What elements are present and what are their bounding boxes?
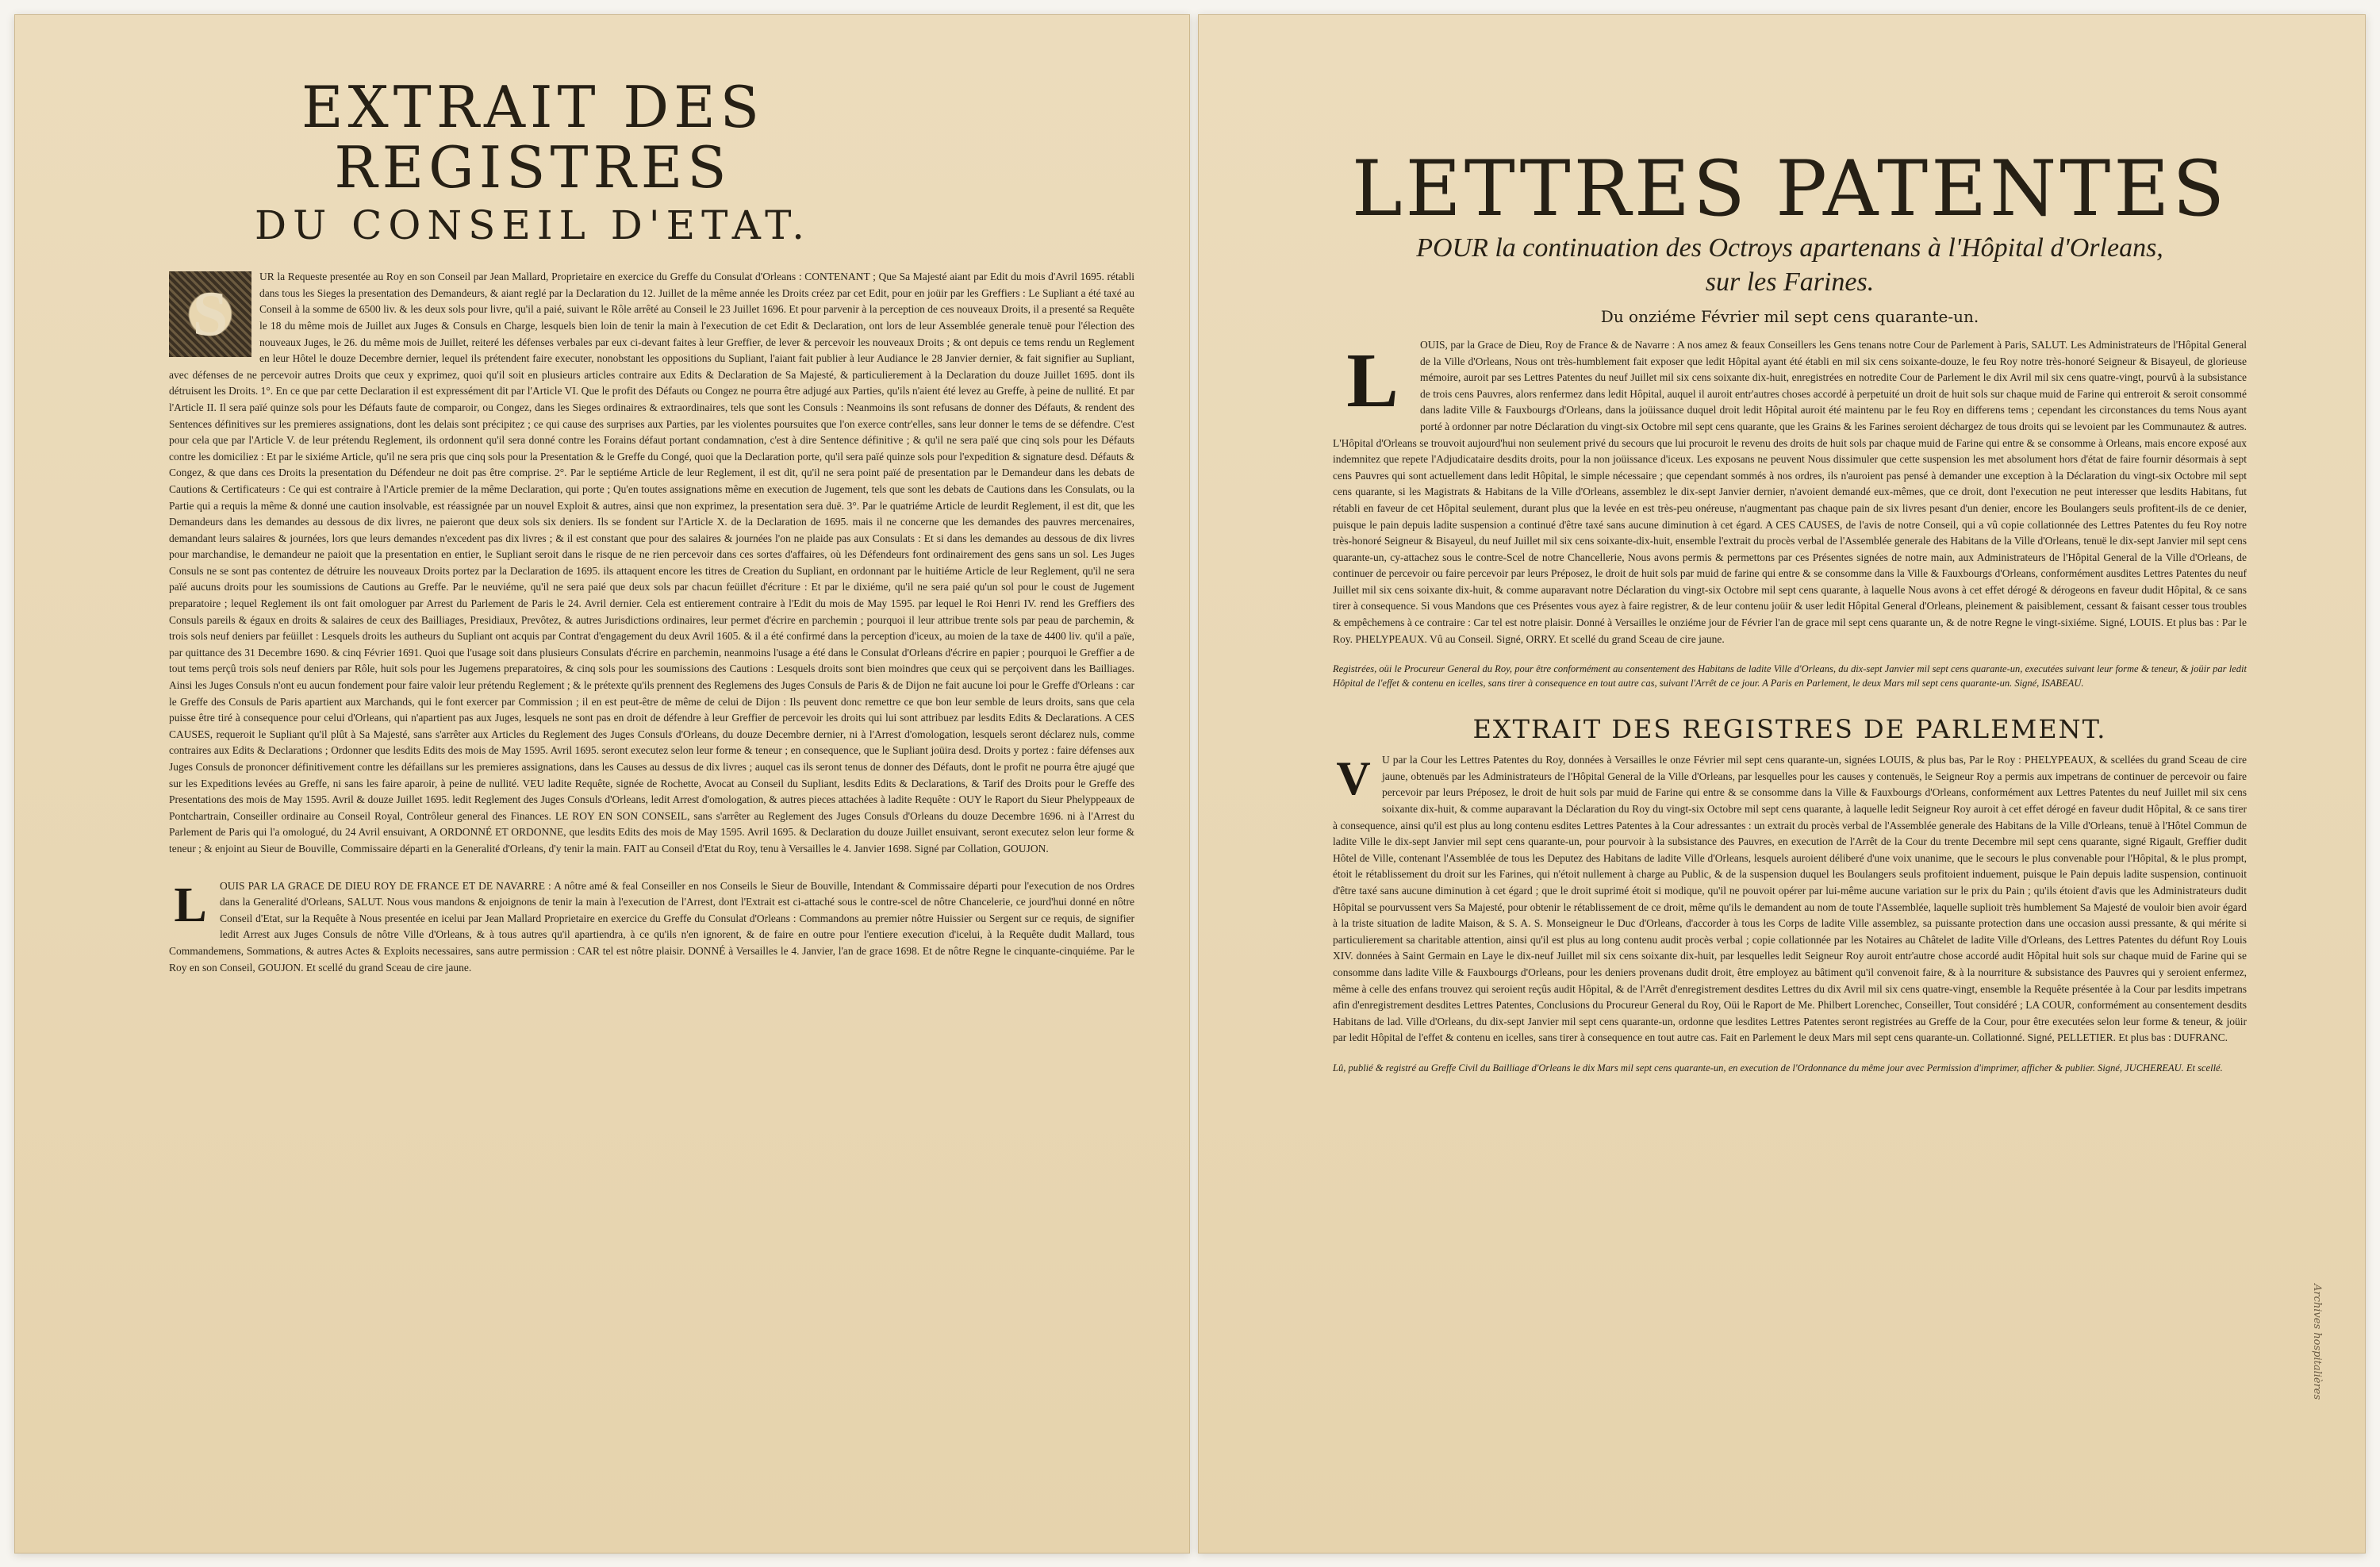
right-body-block: [1333, 337, 2247, 647]
parlement-body-block: [1333, 752, 2247, 1047]
left-body-block: [169, 269, 1134, 857]
initial-v: V: [1336, 752, 1371, 805]
right-subtitle-line2: sur les Farines.: [1705, 267, 1875, 297]
left-document-page: [14, 14, 1190, 1554]
left-letter-block: [169, 878, 1134, 977]
left-body-text: UR la Requeste presentée au Roy en son Conseil par Jean Mallard, Proprietaire en exercice du Greffe du Consulat d'Orleans : CONTENANT ; Que Sa Majesté aiant par Edit du mois d'Avril 1695. rétabli dans tous les Sieges la presentation des Demandeurs, & aiant reglé par la Declaration du 12. Juillet de la même année les Droits créez par cet Edit, pour en joüir par les Greffiers : Le Supliant a été taxé au Conseil à la somme de 6500 liv. & les deux sols pour livre, qu'il a paié, suivant le Rôle arrêté au Conseil le 23 Juillet 1696. Et pour parvenir à la perception de ces nouveaux Droits, il a presenté sa Requête le 18 du même mois de Juillet aux Juges & Consuls en Charge, lesquels bien loin de tenir la main à l'execution de cet Edit & Declaration, ont lors de leur Assemblée generale tenuë pour l'élection des nouveaux Juges, le 26. du même mois de Juillet, reiteré les défenses verbales par eux ci-devant faites à leur Greffier, de lever & percevoir les nouveaux Droits ; & ont depuis ce tems rendu un Reglement en leur Hôtel le douze Decembre dernier, lequel ils prétendent faire executer, nonobstant les oppositions du Supliant, l'aiant fait publier à leur Audiance le 28 Janvier dernier, & fait signifier au Supliant, avec défenses de ne percevoir autres Droits que ceux y exprimez, quoi qu'il soit en plusieurs articles contraire aux Edits & Declaration de Sa Majesté, & particulierement à la Declaration du douze Juillet 1695. dont ils détruisent les Droits. 1°. En ce que par cette Declaration il est expressément dit par l'Article VI. Que le profit des Défauts ou Congez ne pourra être adjugé aux Parties, qu'ils n'aient été levez au Greffe, à peine de nullité. Et par l'Article II. Il sera païé quinze sols pour les Défauts faute de comparoir, ou Congez, dans les Sieges ordinaires & extraordinaires, tels que sont les Consuls : Neanmoins ils sont refusans de donner des Défauts, & rendent des Sentences définitives sur les premieres assignations, dont les delais sont précipitez ; ce qui cause des surprises aux Parties, par les violentes poursuites que l'on exerce contr'elles, sans leur donner le tems de se défendre. C'est pour cela que par l'Article V. de leur prétendu Reglement, ils ordonnent qu'il sera donné contre les Forains défaut portant condamnation, c'est à dire Sentence définitive ; & qu'il ne sera païé que cinq sols pour les Défauts contre les domiciliez : Et par le sixiéme Article, qu'il ne sera pris que cinq sols pour la Presentation & le Greffe du Congé, quoi que la Declaration porte, qu'il sera païé quinze sols pour l'expedition & signature desd. Défauts & Congez, & que dans ces Droits la presentation du Défendeur ne doit pas être comprise. 2°. Par le septiéme Article de leur Reglement, il est dit, qu'il ne sera point païé de presentation par le Demandeur dans les debats de Cautions & Certificateurs : Ce qui est contraire à l'Article premier de la même Declaration, qui porte ; Qu'en toutes assignations même en execution de Jugement, tels que sont les debats de Cautions dans les Consulats, ou la Partie qui a requis la même & donné une caution insolvable, est réassignée par un nouvel Exploit & autres, ainsi que non exprimez, la presentation sera duë. 3°. Par le quatriéme Article de leurdit Reglement, il est dit, que les Demandeurs dans les demandes au dessous de dix livres, ne paieront que deux sols six deniers. Ils se fondent sur l'Article X. de la Declaration de 1695. mais il ne concerne que les demandes des pauvres mercenaires, demandant leurs salaires & journées, lors que leurs demandes n'excedent pas dix livres ; & il est constant que pour des salaires & journées l'on ne plaide pas aux Consulats : Et si dans les demandes au dessous de dix livres pour marchandise, le demandeur ne paioit que la presentation en entier, le Supliant seroit dans le risque de ne rien percevoir dans ces sortes d'affaires, où les Défendeurs font ordinairement des gens sans un sol. Les Juges Consuls ne se sont pas contentez de détruire les nouveaux Droits portez par la Declaration de 1695. ils attaquent encore les titres de Creation du Supliant, en ordonnant par le huitiéme Article de leur Reglement, qu'il ne sera païé aucuns droits pour les soumissions de Cautions au Greffe. Par le neuviéme, qu'il ne sera paié que deux sols par chacun feüillet d'écriture : Et par le dixiéme, qu'il ne sera paié qu'un sol pour le coust de Jugement preparatoire ; lequel Reglement ils ont fait omologuer par Arrest du Parlement de Paris le 24. Avril dernier. Cela est entierement contraire à l'Edit du mois de May 1595. par lequel le Roi Henri IV. rend les Greffiers des Consuls pareils & égaux en droits & salaires de ceux des Bailliages, Presidiaux, Prevôtez, & autres Jurisdictions ordinaires, leur permet d'écrire en parchemin ; pourquoi il leur attribue trente sols par peau de parchemin, & trois sols neuf deniers par feüillet : Lesquels droits les autheurs du Supliant ont acquis par Contrat d'engagement du deux Avril 1605. & il a été confirmé dans la perception d'iceux, au moien de la taxe de 4400 liv. qu'il a païe, par quittance des 31 Decembre 1690. & cinq Février 1691. Quoi que l'usage soit dans plusieurs Consulats d'écrire en parchemin, neanmoins l'usage a été dans le Consulat d'Orleans d'écrire en papier ; pourquoi le Greffier a de tout tems perçû trois sols neuf deniers par Rôle, huit sols pour les Jugemens preparatoires, & cinq sols pour les soumissions des Cautions : Lesquels droits sont bien moindres que ceux qui se perçoivent dans les Bailliages. Ainsi les Juges Consuls n'ont eu aucun fondement pour faire valoir leur prétendu Reglement ; & le prétexte qu'ils prennent des Reglemens des Juges Consuls de Paris & de Dijon ne fait aucune loi pour le Greffe d'Orleans : car le Greffe des Consuls de Paris apartient aux Marchands, qui le font exercer par Commission ; il en est peut-être de même de celui de Dijon : Ils peuvent donc remettre ce que bon leur semble de leurs droits, sans que cela puisse être tiré à consequence pour celui d'Orleans, qui n'apartient pas aux Juges, lesquels ne sont pas en droit de défendre à leur Greffier de percevoir les droits qui lui sont attribuez par lesdits Edits & Declarations. A CES CAUSES, requeroit le Supliant qu'il plût à Sa Majesté, sans s'arrêter aux Articles du Reglement des Juges Consuls d'Orleans, du douze Decembre dernier, ni à l'Arrest d'omologation, lesquels seront déclarez nuls, comme contraires aux Edits & Declarations ; Ordonner que lesdits Edits des mois de May 1595. Avril 1695. seront executez selon leur forme & teneur ; en consequence, que le Supliant joüira desd. Droits y portez : faire défenses aux Juges Consuls de prononcer définitivement contre les défaillans sur les premieres assignations, dans les Causes au dessus de dix livres ; auquel cas ils seront tenus de donner des Défauts, dont le profit ne pourra être ajugé que sur les Expeditions levées au Greffe, ni sans les faire aparoir, à peine de nullité. VEU ladite Requête, signée de Rochette, Avocat au Conseil du Supliant, lesdits Edits & Declarations, & Tarif des Droits pour le Greffe des Presentations des mois de May 1595. Avril & douze Juillet 1695. ledit Reglement des Juges Consuls d'Orleans, ledit Arrest d'omologation, & autres pieces attachées à ladite Requête : OUY le Raport du Sieur Phelyppeaux de Pontchartrain, Conseiller ordinaire au Conseil Royal, Contrôleur general des Finances. LE ROY EN SON CONSEIL, sans s'arrêter au Reglement des Juges Consuls d'Orleans du douze Decembre 1696. ni à l'Arrest du Parlement de Paris qui l'a omologué, du 24 Avril ensuivant, A ORDONNÉ ET ORDONNE, que lesdits Edits des mois de May 1595. Avril 1695. & Declaration du douze Juillet ensuivant, seront executez selon leur forme & teneur ; & enjoint au Sieur de Bouville, Commissaire départi en la Generalité d'Orleans, d'y tenir la main. FAIT au Conseil d'Etat du Roy, tenu à Versailles le 4. Janvier 1698. Signé par Collation, GOUJON.: [169, 271, 1134, 855]
initial-l-large: L: [1346, 337, 1399, 424]
right-body-text: OUIS, par la Grace de Dieu, Roy de France & de Navarre : A nos amez & feaux Conseillers les Gens tenans notre Cour de Parlement à Paris, SALUT. Les Administrateurs de l'Hôpital General de la Ville d'Orleans, Nous ont très-humblement fait exposer que ledit Hôpital ayant été établi en mil six cens soixante-douze, le feu Roy notre très-honoré Seigneur & Bisayeul, de glorieuse mémoire, auroit par ses Lettres Patentes du neuf Juillet mil six cens soixante dix-huit, enregistrées en notredite Cour de Parlement le dix Avril mil six cens quatre-vingt, pourvû à la subsistance de trois cens Pauvres, alors renfermez dans ledit Hôpital, auquel il auroit entr'autres choses accordé à perpetuité un droit de huit sols sur chaque muid de Farine qui entreroit & seroit consommé dans ladite Ville & Fauxbourgs d'Orleans, dans la joüissance duquel droit ledit Hôpital auroit été maintenu par le feu Roy en differens tems ; cependant les circonstances du tems Nous ayant porté à ordonner par notre Déclaration du vingt-six Octobre mil sept cens quarante, que les Grains & les Farines seroient déchargez de tous droits qui se levoient par les Communautez & autres. L'Hôpital d'Orleans se trouvoit aujourd'hui non seulement privé du secours que lui procuroit le revenu des droits de huit sols par chaque muid de Farine qui entre & se consomme à Orleans, mais encore exposé aux indemnitez que repete l'Adjudicataire desdits droits, pour la non joüissance d'iceux. Les exposans ne peuvent Nous dissimuler que cette suspension les met absolument hors d'état de faire fournir désormais à sept cens Pauvres qui sont actuellement dans ledit Hôpital, le simple nécessaire ; que cependant sommés à nos ordres, ils n'auroient pas pensé à demander une exception à la Déclaration du vingt-six Octobre mil sept cens quarante, si les Magistrats & Habitans de la Ville d'Orleans, assemblez le dix-sept Janvier dernier, n'avoient demandé eux-mêmes, que ce droit, dont l'execution ne peut interesser que lesdits Habitans, fut rétabli en faveur de cet Hôpital seulement, durant plus que la levée en est très-peu onéreuse, n'augmentant pas chaque pain de six livres pesant d'un denier, encore les Boulangers seuls profitent-ils de ce denier, puisque le pain depuis ladite suspension a continué d'être taxé sans aucune diminution à cet égard. A CES CAUSES, de l'avis de notre Conseil, qui a vû copie collationnée des Lettres Patentes du feu Roy notre très-honoré Seigneur & Bisayeul, du neuf Juillet mil six cens soixante-dix-huit, ensemble l'extrait du procès verbal de l'Assemblée generale des Habitans de la Ville d'Orleans, tenuë le dix-sept Janvier mil sept cens quarante-un, cy-attachez sous le contre-Scel de notre Chancellerie, Nous avons permis & permettons par ces Présentes signées de notre main, aux Administrateurs de l'Hôpital General de la Ville d'Orleans, de continuer de percevoir ou faire percevoir par leurs Préposez, le droit de huit sols par muid de farine qui entre & se consomme dans la Ville & Fauxbourgs d'Orleans, conformément ausdites Lettres Patentes du neuf Juillet mil six cens soixante dix-huit, & comme auparavant notre Déclaration du vingt-six Octobre mil sept cens quarante, à laquelle Nous avons à cet effet dérogé & dérogeons en faveur dudit Hôpital, & ce sans tirer à consequence. Si vous Mandons que ces Présentes vous ayez à faire registrer, & de leur contenu joüir & user ledit Hôpital General d'Orleans, pleinement & paisiblement, cessant & faisant cesser tous troubles & empêchemens à ce contraire : Car tel est notre plaisir. Donné à Versailles le onziéme jour de Février l'an de grace mil sept cens quarante un, & de notre Regne le vingt-sixiéme. Signé, LOUIS. Et plus bas : Par le Roy. PHELYPEAUX. Vû au Conseil. Signé, ORRY. Et scellé du grand Sceau de cire jaune.: [1333, 338, 2247, 645]
handwritten-margin-note: Archives hospitalières: [2311, 1284, 2323, 1400]
parlement-section-title: EXTRAIT DES REGISTRES DE PARLEMENT.: [1472, 714, 2107, 745]
publication-note: Lû, publié & registré au Greffe Civil du Bailliage d'Orleans le dix Mars mil sept cens quarante-un, en execution de l'Ordonnance du même jour avec Permission d'imprimer, afficher & publier. Signé, JUCHEREAU. Et scellé.: [1333, 1062, 2223, 1073]
left-subtitle: DU CONSEIL D'ETAT.: [255, 202, 811, 249]
left-letter-text: OUIS PAR LA GRACE DE DIEU ROY DE FRANCE ET DE NAVARRE : A nôtre amé & feal Conseiller en nos Conseils le Sieur de Bouville, Intendant & Commissaire départi pour l'execution de nos Ordres dans la Generalité d'Orleans, SALUT. Nous vous mandons & enjoignons de tenir la main à l'execution de l'Arrest, dont l'Extrait est ci-attaché sous le contre-scel de nôtre Chancelerie, ce jourd'hui donné en nôtre Conseil d'Etat, sur la Requête à Nous presentée en icelui par Jean Mallard Proprietaire en exercice du Greffe du Consulat d'Orleans : Commandons au premier nôtre Huissier ou Sergent sur ce requis, de signifier ledit Arrest aux Juges Consuls de nôtre Ville d'Orleans, & à tous autres qu'il apartiendra, à ce qu'ils n'en ignorent, & de faire en outre pour l'entiere execution d'icelui, à la Requête dudit Mallard, tous Commandemens, Sommations, & autres Actes & Exploits necessaires, sans autre permission : CAR tel est nôtre plaisir. DONNÉ à Versailles le 4. Janvier, l'an de grace 1698. Et de nôtre Regne le cinquante-cinquiéme. Par le Roy en son Conseil, GOUJON. Et scellé du grand Sceau de cire jaune.: [169, 879, 1134, 974]
right-subtitle-line1: POUR la continuation des Octroys apartenans à l'Hôpital d'Orleans,: [1416, 232, 2163, 263]
ornate-initial-s: S: [169, 271, 251, 357]
registration-note: Registrées, oüi le Procureur General du Roy, pour être conformément au consentement des Habitans de ladite Ville d'Orleans, du dix-sept Janvier mil sept cens quarante-un, executées suivant leur forme & teneur, & joüir par ledit Hôpital de l'effet & contenu en icelles, sans tirer à consequence en tout autre cas, suivant l'Arrêt de ce jour. A Paris en Parlement, le deux Mars mil sept cens quarante-un. Signé, ISABEAU.: [1333, 663, 2247, 689]
parlement-body-text: U par la Cour les Lettres Patentes du Roy, données à Versailles le onze Février mil sept cens quarante-un, signées LOUIS, & plus bas, Par le Roy : PHELYPEAUX, & scellées du grand Sceau de cire jaune, obtenuës par les Administrateurs de l'Hôpital General de la Ville d'Orleans, par lesquelles pour les causes y contenuës, le Seigneur Roy a permis aux impetrans de continuer de percevoir ou faire percevoir par leurs Préposez, le droit de huit sols par muid de Farine qui entre & se consomme dans la Ville & Fauxbourgs d'Orleans, conformément aux Lettres Patentes du neuf Juillet mil six cens soixante dix-huit, & comme auparavant la Déclaration du Roy du vingt-six Octobre mil sept cens quarante, à laquelle ledit Seigneur Roy auroit à cet effet dérogé en faveur dudit Hôpital, & ce sans tirer à consequence, ainsi qu'il est plus au long contenu esdites Lettres Patentes à la Cour adressantes : un extrait du procès verbal de l'Assemblée generale des Habitans de la Ville d'Orleans, tenuë à l'Hôtel Commun de ladite Ville le dix-sept Janvier mil sept cens quarante-un, pour pourvoir à la subsistance des Pauvres, en execution de l'Arrêt de la Cour du trente Decembre mil sept cens quarante, signé Rigault, Greffier dudit Hôtel de Ville, contenant l'Assemblée de tous les Deputez des Habitans de ladite Ville d'Orleans, lesquels auroient déliberé d'une voix unanime, que le secours le plus convenable pour l'Hôpital, & le plus prompt, étoit le rétablissement du droit sur les Farines, qui n'étoit nullement à charge au Public, & de la suspension duquel les Boulangers seuls profitoient induement, puisque le Pain depuis ladite suspension, continuoit d'être taxé sans aucune diminution à cet égard ; que le droit suprimé étoit si modique, qu'il ne pouvoit opérer par lui-même aucune variation sur le prix du Pain ; qu'ils étoient d'avis que les Administrateurs dudit Hôpital se pourvussent vers Sa Majesté, pour obtenir le rétablissement de ce droit, même qu'ils le demandent au nom de toute l'Assemblée, laquelle suplioit très humblement Sa Majesté de vouloir bien avoir égard à la triste situation de ladite Maison, & S. A. S. Monseigneur le Duc d'Orleans, d'accorder à tous les Corps de ladite Ville assemblez, sa puissante protection dans une occasion aussi pressante, & qui mérite si particulierement sa charitable attention, ainsi qu'il est plus au long contenu audit procès verbal ; copie collationnée par les Notaires au Châtelet de ladite Ville d'Orleans, des Lettres Patentes du défunt Roy Louis XIV. données à Saint Germain en Laye le dix-neuf Juillet mil six cens soixante dix-huit, par lesquelles ledit Seigneur Roy auroit entr'autre chose accordé audit Hôpital huit sols sur chaque muid de Farine qui se consomme dans ladite Ville & Fauxbourgs d'Orleans, pour les deniers provenans dudit droit, être employez au bâtiment qu'il convenoit faire, & à la nourriture & subsistance des Pauvres qui y seroient enfermez, même à celle des enfans trouvez qui seroient reçûs audit Hôpital, & de l'Arrêt d'enregistrement desdites Lettres du dix Avril mil six cens quatre-vingt, ensemble la Requête présentée à la Cour par lesdits impetrans afin d'enregistrement desdites Lettres Patentes, Conclusions du Procureur General du Roy, Oüi le Raport de Me. Philbert Lorenchec, Conseiller, Tout considéré ; LA COUR, conformément au consentement desdits Habitans de lad. Ville d'Orleans, du dix-sept Janvier mil sept cens quarante-un, ordonne que lesdites Lettres Patentes seront registrées au Greffe de la Cour, pour être executées selon leur forme & teneur, & joüir par ledit Hôpital de l'effet & contenu en icelles, sans tirer à consequence en tout autre cas. Fait en Parlement le deux Mars mil sept cens quarante-un. Collationné. Signé, PELLETIER. Et plus bas : DUFRANC.: [1333, 754, 2247, 1044]
left-title: EXTRAIT DES REGISTRES: [301, 74, 764, 201]
right-title: LETTRES PATENTES: [1351, 144, 2228, 233]
initial-l: L: [174, 878, 207, 932]
right-document-page: [1198, 14, 2366, 1554]
right-date: Du onziéme Février mil sept cens quarante-un.: [1600, 306, 1979, 326]
